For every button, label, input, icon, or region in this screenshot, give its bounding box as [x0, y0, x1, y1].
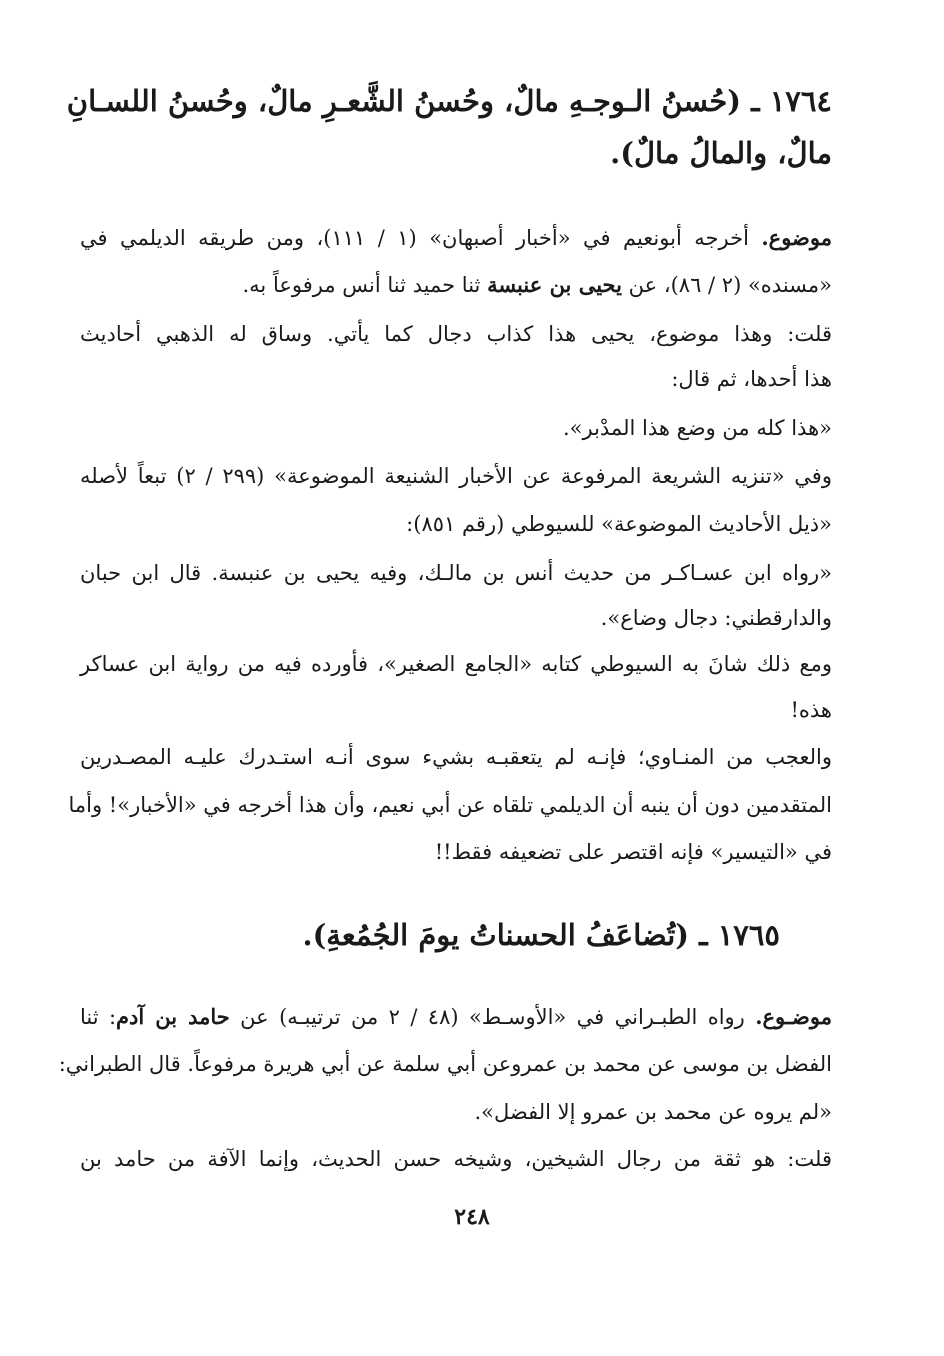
hadith-1765-heading: ١٧٦٥ ـ (تُضاعَفُ الحسناتُ يومَ الجُمُعةِ). — [302, 918, 780, 952]
hadith-1764-ruling-line-2 — [242, 272, 832, 298]
commentary-line: في «التيسير» فإنه اقتصر على تضعيفه فقط!! — [434, 840, 832, 864]
commentary-line: والعجب من المنـاوي؛ فإنـه لم يتعقبـه بشيء سوى أنـه استـدرك عليـه المصـدرين — [80, 745, 832, 769]
commentary-line: قلت: وهذا موضوع، يحيى هذا كذاب دجال كما يأتي. وساق له الذهبي أحاديث — [80, 322, 832, 346]
page-number: ٢٤٨ — [454, 1204, 490, 1230]
commentary-line: هذه! — [790, 698, 832, 722]
ruling-text: : ثنا — [80, 1005, 117, 1029]
commentary-line: قلت: هو ثقة من رجال الشيخين، وشيخه حسن الحديث، وإنما الآفة من حامد بن — [80, 1147, 832, 1171]
hadith-1764-ruling-line-1 — [80, 225, 832, 251]
quotation-line: «رواه ابن عسـاكـر من حديث أنس بن مالـك، وفيه يحيى بن عنبسة. قال ابن حبان — [80, 561, 832, 585]
ruling-label: موضـوع. — [755, 1004, 832, 1029]
hadith-1765-ruling-line-2: الفضل بن موسى عن محمد بن عمروعن أبي سلمة عن أبي هريرة مرفوعاً. قال الطبراني: — [58, 1052, 832, 1076]
commentary-line: المتقدمين دون أن ينبه أن الديلمي تلقاه عن أبي نعيم، وأن هذا أخرجه في «الأخبار»! وأما — [68, 793, 832, 817]
quotation-line: «هذا كله من وضع هذا المدْبر». — [562, 416, 832, 440]
commentary-line: هذا أحدها، ثم قال: — [671, 367, 832, 391]
quotation-line: والدارقطني: دجال وضاع». — [600, 606, 832, 630]
quotation-line: «لم يروه عن محمد بن عمرو إلا الفضل». — [474, 1100, 832, 1124]
ruling-text: ثنا حميد ثنا أنس مرفوعاً به. — [242, 273, 488, 297]
ruling-text: أخرجه أبونعيم في «أخبار أصبهان» (١ / ١١١)، ومن طريقه الديلمي في — [80, 226, 762, 250]
narrator-name: حامد بن آدم — [116, 1004, 230, 1029]
ruling-label: موضوع. — [761, 225, 832, 250]
ruling-text: رواه الطبـراني في «الأوسـط» (٤٨ / ٢ من ترتيبـه) عن — [229, 1005, 756, 1029]
commentary-line: ومع ذلك شانَ به السيوطي كتابه «الجامع الصغير»، فأورده فيه من رواية ابن عساكر — [80, 652, 832, 676]
hadith-1765-ruling-line-1 — [80, 1004, 832, 1030]
narrator-name: يحيى بن عنبسة — [487, 272, 622, 297]
commentary-line: «ذيل الأحاديث الموضوعة» للسيوطي (رقم ٨٥١): — [406, 512, 832, 536]
ruling-text: «مسنده» (٢ / ٨٦)، عن — [621, 273, 832, 297]
hadith-1764-heading-line-1: ١٧٦٤ ـ (حُسنُ الـوجـهِ مالٌ، وحُسنُ الشَّعـرِ مالٌ، وحُسنُ اللسـانِ — [66, 84, 832, 118]
hadith-1764-heading-line-2: مالٌ، والمالُ مالٌ). — [610, 136, 832, 170]
commentary-line: وفي «تنزيه الشريعة المرفوعة عن الأخبار الشنيعة الموضوعة» (٢٩٩ / ٢) تبعاً لأصله — [80, 464, 832, 488]
